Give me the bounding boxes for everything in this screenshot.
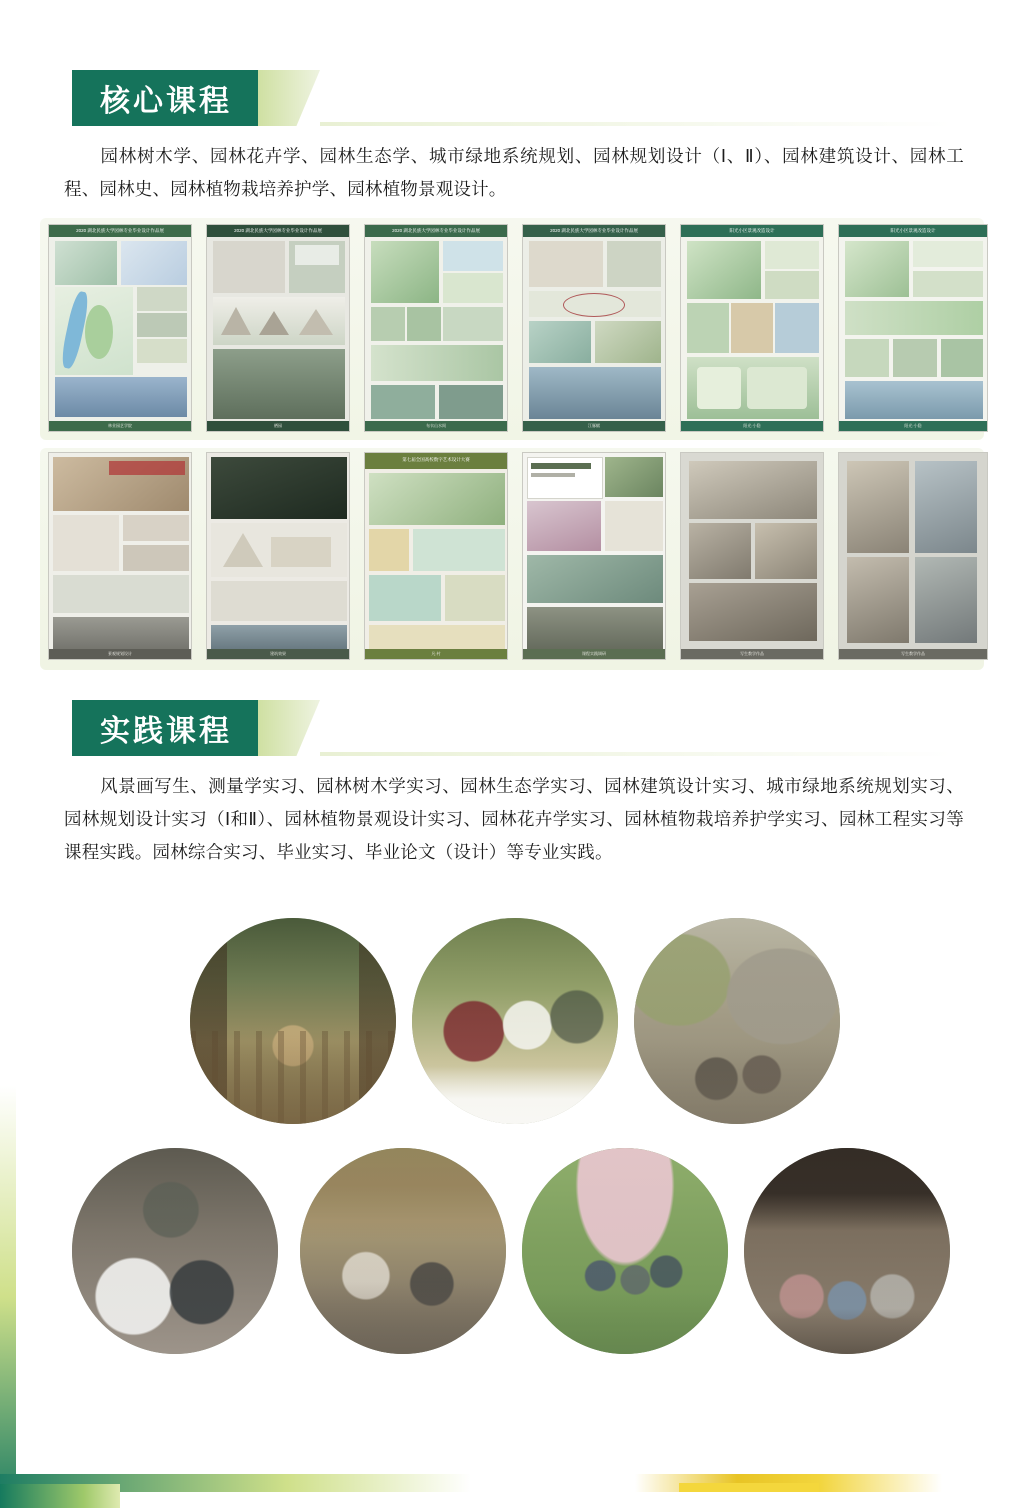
- poster-thumbnail[interactable]: 建筑效果: [206, 452, 350, 660]
- poster-thumbnail[interactable]: 写生教学作品: [680, 452, 824, 660]
- poster-band-row-2: [48, 452, 988, 664]
- poster-thumbnail[interactable]: 写生教学作品: [838, 452, 988, 660]
- practice-photo: [300, 1148, 506, 1354]
- practice-photo: [190, 918, 396, 1124]
- practice-courses-body: 风景画写生、测量学实习、园林树木学实习、园林生态学实习、园林建筑设计实习、城市绿地系统规划实习、园林规划设计实习（Ⅰ和Ⅱ）、园林植物景观设计实习、园林花卉学实习、园林植物栽培养护学实习、园林工程实习等课程实践。园林综合实习、毕业实习、毕业论文（设计）等专业实践。: [64, 776, 964, 862]
- practice-photo: [522, 1148, 728, 1354]
- left-decorative-rail: [0, 0, 16, 1508]
- core-courses-body: 园林树木学、园林花卉学、园林生态学、城市绿地系统规划、园林规划设计（Ⅰ、Ⅱ）、园林建筑设计、园林工程、园林史、园林植物栽培养护学、园林植物景观设计。: [64, 146, 964, 199]
- poster-thumbnail[interactable]: 课程实践调研: [522, 452, 666, 660]
- practice-courses-heading: [72, 700, 952, 756]
- practice-photo: [744, 1148, 950, 1354]
- bottom-green-accent: [0, 1484, 120, 1508]
- heading-tail-shape: [258, 700, 320, 756]
- poster-band-row-1: [48, 224, 988, 436]
- heading-tail-shape: [258, 70, 320, 126]
- poster-thumbnail[interactable]: 景观规划设计: [48, 452, 192, 660]
- bottom-rail-mask: [0, 1492, 1024, 1508]
- poster-thumbnail[interactable]: 阳光小区景观改造设计 阳光·小隐: [838, 224, 988, 432]
- core-courses-heading: [72, 70, 952, 126]
- practice-photo: [634, 918, 840, 1124]
- practice-photo: [412, 918, 618, 1124]
- poster-thumbnail[interactable]: 2020 湖北民族大学园林专业毕业设计作品展 江豚赋: [522, 224, 666, 432]
- bottom-yellow-accent: [679, 1483, 819, 1492]
- heading-rule: [320, 122, 952, 126]
- poster-thumbnail[interactable]: 2020 湖北民族大学园林专业毕业设计作品展 栖园: [206, 224, 350, 432]
- poster-thumbnail[interactable]: 2020 湖北民族大学园林专业毕业设计作品展 布衣山水间: [364, 224, 508, 432]
- heading-rule: [320, 752, 952, 756]
- practice-photo: [72, 1148, 278, 1354]
- poster-thumbnail[interactable]: 第七届全国高校数字艺术设计大赛 凡·村: [364, 452, 508, 660]
- practice-courses-title: 实践课程: [72, 700, 258, 756]
- core-courses-title: 核心课程: [72, 70, 258, 126]
- poster-thumbnail[interactable]: 阳光小区景观改造设计 阳光·小隐: [680, 224, 824, 432]
- poster-thumbnail[interactable]: 2020 湖北民族大学园林专业毕业设计作品展 林业园艺学院: [48, 224, 192, 432]
